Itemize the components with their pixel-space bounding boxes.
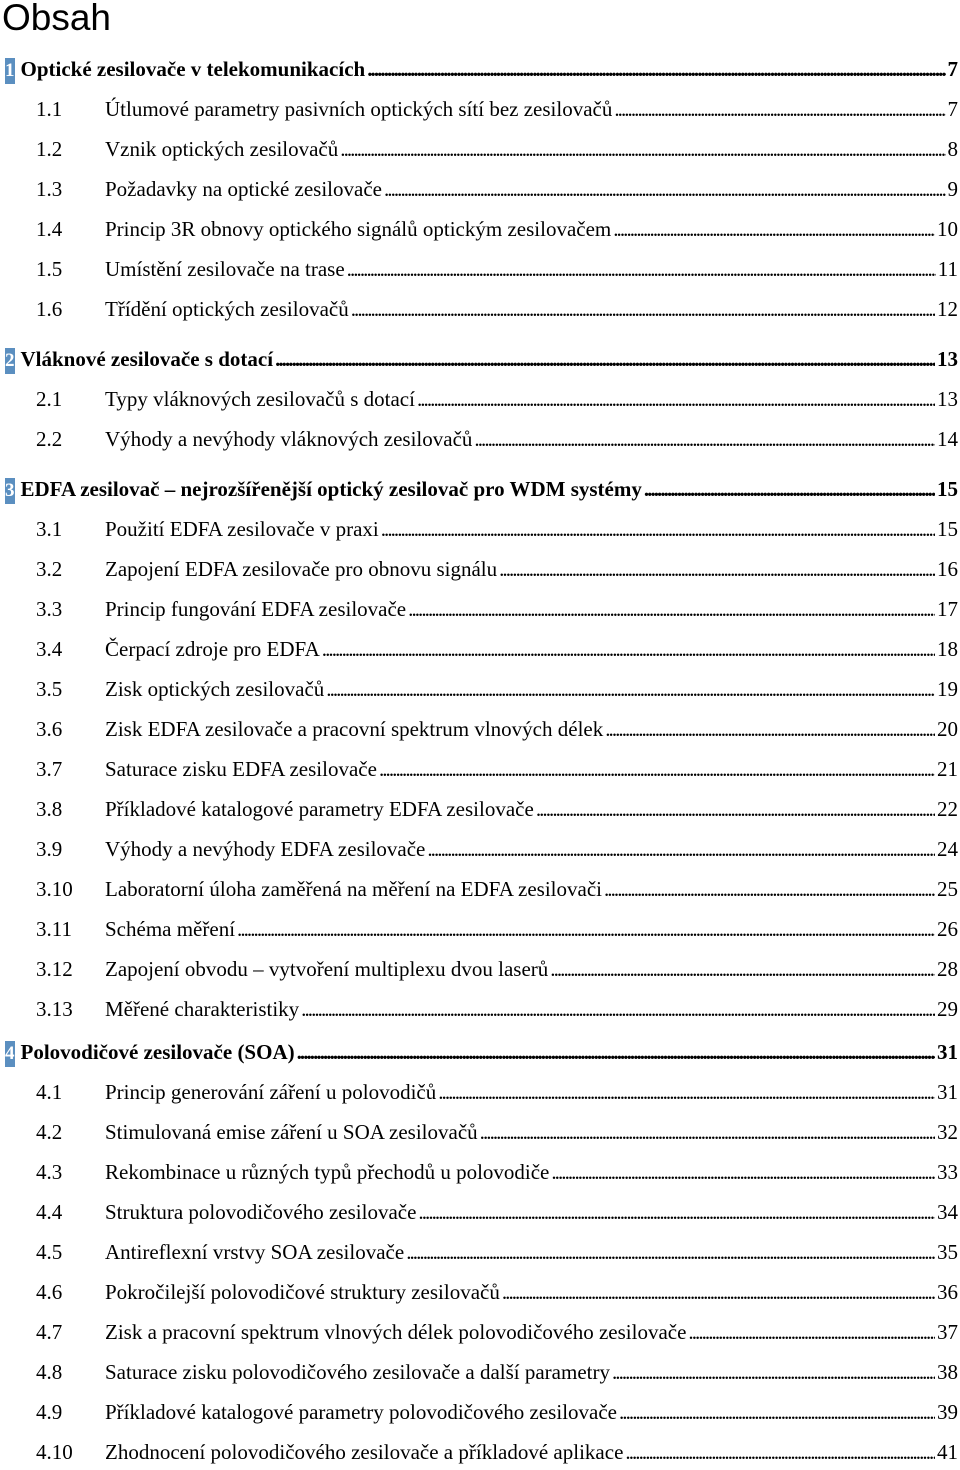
toc-section-entry[interactable] (0, 1200, 960, 1230)
dot-leader (644, 477, 935, 502)
toc-section-entry[interactable] (0, 217, 960, 247)
dot-leader (614, 97, 945, 122)
toc-section-entry[interactable] (0, 1120, 960, 1150)
entry-title: Stimulovaná emise záření u SOA zesilovačů (105, 1120, 478, 1145)
entry-title: Antireflexní vrstvy SOA zesilovače (105, 1240, 404, 1265)
page-number: 26 (937, 917, 960, 942)
toc-section-entry[interactable] (0, 637, 960, 667)
toc-section-entry[interactable] (0, 1080, 960, 1110)
entry-title: Optické zesilovače v telekomunikacích (21, 57, 366, 82)
section-number: 3.10 (0, 877, 105, 902)
page-number: 14 (937, 427, 960, 452)
toc-section-entry[interactable] (0, 597, 960, 627)
entry-title: Čerpací zdroje pro EDFA (105, 637, 320, 662)
section-number: 4.9 (0, 1400, 105, 1425)
entry-title: Zhodnocení polovodičového zesilovače a příkladové aplikace (105, 1440, 623, 1465)
page-number: 10 (937, 217, 960, 242)
toc-section-entry[interactable] (0, 97, 960, 127)
dot-leader (474, 427, 935, 452)
page-number: 34 (937, 1200, 960, 1225)
section-number: 3.12 (0, 957, 105, 982)
dot-leader (480, 1120, 935, 1145)
page-number: 33 (937, 1160, 960, 1185)
entry-title: Princip generování záření u polovodičů (105, 1080, 436, 1105)
dot-leader (499, 557, 935, 582)
dot-leader (351, 297, 935, 322)
entry-title: Zapojení EDFA zesilovače pro obnovu signálu (105, 557, 497, 582)
page-number: 36 (937, 1280, 960, 1305)
dot-leader (604, 877, 935, 902)
page-number: 18 (937, 637, 960, 662)
page-number: 12 (937, 297, 960, 322)
toc-section-entry[interactable] (0, 1400, 960, 1430)
page-number: 7 (948, 97, 960, 122)
dot-leader (625, 1440, 935, 1465)
page-number: 24 (937, 837, 960, 862)
page-number: 15 (937, 477, 960, 502)
dot-leader (275, 347, 935, 372)
page-number: 35 (937, 1240, 960, 1265)
section-number: 1.5 (0, 257, 105, 282)
toc-section-entry[interactable] (0, 257, 960, 287)
section-number: 3.11 (0, 917, 105, 942)
toc-section-entry[interactable] (0, 557, 960, 587)
toc-chapter-entry[interactable] (0, 477, 960, 507)
toc-section-entry[interactable] (0, 957, 960, 987)
chapter-number-badge: 4 (5, 1041, 15, 1067)
toc-section-entry[interactable] (0, 797, 960, 827)
dot-leader (384, 177, 946, 202)
entry-title: Zisk optických zesilovačů (105, 677, 324, 702)
section-number: 1.4 (0, 217, 105, 242)
dot-leader (551, 1160, 935, 1185)
section-number: 1.1 (0, 97, 105, 122)
entry-title: Schéma měření (105, 917, 235, 942)
entry-title: Požadavky na optické zesilovače (105, 177, 382, 202)
section-number: 2.2 (0, 427, 105, 452)
section-number: 4.6 (0, 1280, 105, 1305)
entry-title: Princip 3R obnovy optického signálů optickým zesilovačem (105, 217, 611, 242)
toc-section-entry[interactable] (0, 717, 960, 747)
toc-chapter-entry[interactable] (0, 57, 960, 87)
entry-title: Saturace zisku EDFA zesilovače (105, 757, 377, 782)
dot-leader (297, 1040, 935, 1065)
page-number: 38 (937, 1360, 960, 1385)
entry-title: Vznik optických zesilovačů (105, 137, 338, 162)
entry-title: Polovodičové zesilovače (SOA) (21, 1040, 295, 1065)
dot-leader (322, 637, 935, 662)
toc-section-entry[interactable] (0, 677, 960, 707)
dot-leader (340, 137, 945, 162)
section-number: 3.2 (0, 557, 105, 582)
page-number: 22 (937, 797, 960, 822)
dot-leader (381, 517, 935, 542)
toc-section-entry[interactable] (0, 877, 960, 907)
page-number: 16 (937, 557, 960, 582)
entry-title: Princip fungování EDFA zesilovače (105, 597, 406, 622)
dot-leader (367, 57, 945, 82)
entry-title: Vláknové zesilovače s dotací (21, 347, 274, 372)
dot-leader (612, 1360, 935, 1385)
toc-chapter-entry[interactable] (0, 1040, 960, 1070)
dot-leader (379, 757, 935, 782)
entry-title: Zisk EDFA zesilovače a pracovní spektrum vlnových délek (105, 717, 603, 742)
page-number: 13 (937, 387, 960, 412)
section-number: 4.1 (0, 1080, 105, 1105)
page-number: 20 (937, 717, 960, 742)
dot-leader (427, 837, 935, 862)
page-number: 25 (937, 877, 960, 902)
entry-title: Příkladové katalogové parametry polovodičového zesilovače (105, 1400, 617, 1425)
toc-section-entry[interactable] (0, 837, 960, 867)
toc-section-entry[interactable] (0, 517, 960, 547)
section-number: 4.5 (0, 1240, 105, 1265)
entry-title: Měřené charakteristiky (105, 997, 299, 1022)
toc-section-entry[interactable] (0, 137, 960, 167)
entry-title: Útlumové parametry pasivních optických sítí bez zesilovačů (105, 97, 612, 122)
entry-title: Laboratorní úloha zaměřená na měření na EDFA zesilovači (105, 877, 602, 902)
section-number: 3.7 (0, 757, 105, 782)
section-number: 3.6 (0, 717, 105, 742)
toc-section-entry[interactable] (0, 1360, 960, 1390)
section-number: 3.8 (0, 797, 105, 822)
entry-title: Zapojení obvodu – vytvoření multiplexu dvou laserů (105, 957, 548, 982)
dot-leader (301, 997, 935, 1022)
dot-leader (536, 797, 935, 822)
section-number: 3.4 (0, 637, 105, 662)
toc-section-entry[interactable] (0, 1160, 960, 1190)
toc-section-entry[interactable] (0, 177, 960, 207)
dot-leader (605, 717, 935, 742)
toc-section-entry[interactable] (0, 297, 960, 327)
entry-title: Výhody a nevýhody vláknových zesilovačů (105, 427, 472, 452)
toc-section-entry[interactable] (0, 917, 960, 947)
page-number: 29 (937, 997, 960, 1022)
chapter-number-badge: 2 (5, 348, 15, 374)
section-number: 1.6 (0, 297, 105, 322)
toc-section-entry[interactable] (0, 1280, 960, 1310)
toc-section-entry[interactable] (0, 997, 960, 1027)
chapter-number-badge: 1 (5, 58, 15, 84)
chapter-number-badge: 3 (5, 478, 15, 504)
dot-leader (619, 1400, 935, 1425)
dot-leader (613, 217, 935, 242)
section-number: 1.2 (0, 137, 105, 162)
dot-leader (237, 917, 935, 942)
page-number: 31 (937, 1080, 960, 1105)
entry-title: Zisk a pracovní spektrum vlnových délek polovodičového zesilovače (105, 1320, 686, 1345)
page-number: 21 (937, 757, 960, 782)
page-number: 31 (937, 1040, 960, 1065)
section-number: 3.1 (0, 517, 105, 542)
page-number: 17 (937, 597, 960, 622)
section-number: 3.3 (0, 597, 105, 622)
entry-title: Saturace zisku polovodičového zesilovače a další parametry (105, 1360, 610, 1385)
entry-title: Rekombinace u různých typů přechodů u polovodiče (105, 1160, 549, 1185)
toc-section-entry[interactable] (0, 427, 960, 457)
page-number: 8 (948, 137, 960, 162)
entry-title: Typy vláknových zesilovačů s dotací (105, 387, 415, 412)
page-number: 28 (937, 957, 960, 982)
dot-leader (417, 387, 935, 412)
section-number: 4.7 (0, 1320, 105, 1345)
entry-title: Pokročilejší polovodičové struktury zesilovačů (105, 1280, 500, 1305)
dot-leader (502, 1280, 935, 1305)
section-number: 4.8 (0, 1360, 105, 1385)
entry-title: Struktura polovodičového zesilovače (105, 1200, 416, 1225)
entry-title: Příkladové katalogové parametry EDFA zesilovače (105, 797, 534, 822)
toc-section-entry[interactable] (0, 757, 960, 787)
page-number: 7 (948, 57, 960, 82)
page-number: 41 (937, 1440, 960, 1465)
entry-title: EDFA zesilovač – nejrozšířenější optický zesilovač pro WDM systémy (21, 477, 642, 502)
section-number: 4.4 (0, 1200, 105, 1225)
page-number: 19 (937, 677, 960, 702)
toc-section-entry[interactable] (0, 387, 960, 417)
page-number: 32 (937, 1120, 960, 1145)
dot-leader (418, 1200, 935, 1225)
section-number: 3.13 (0, 997, 105, 1022)
section-number: 4.2 (0, 1120, 105, 1145)
dot-leader (438, 1080, 935, 1105)
dot-leader (550, 957, 935, 982)
toc-section-entry[interactable] (0, 1240, 960, 1270)
entry-title: Použití EDFA zesilovače v praxi (105, 517, 379, 542)
section-number: 3.5 (0, 677, 105, 702)
section-number: 4.10 (0, 1440, 105, 1465)
entry-title: Třídění optických zesilovačů (105, 297, 349, 322)
dot-leader (326, 677, 935, 702)
section-number: 3.9 (0, 837, 105, 862)
page-number: 37 (937, 1320, 960, 1345)
dot-leader (688, 1320, 935, 1345)
page-number: 39 (937, 1400, 960, 1425)
entry-title: Umístění zesilovače na trase (105, 257, 345, 282)
section-number: 2.1 (0, 387, 105, 412)
page-number: 13 (937, 347, 960, 372)
page-number: 9 (948, 177, 960, 202)
section-number: 4.3 (0, 1160, 105, 1185)
entry-title: Výhody a nevýhody EDFA zesilovače (105, 837, 425, 862)
page-number: 11 (938, 257, 960, 282)
dot-leader (406, 1240, 935, 1265)
toc-chapter-entry[interactable] (0, 347, 960, 377)
dot-leader (408, 597, 935, 622)
page-number: 15 (937, 517, 960, 542)
section-number: 1.3 (0, 177, 105, 202)
page-title: Obsah (2, 0, 111, 40)
toc-section-entry[interactable] (0, 1320, 960, 1350)
dot-leader (347, 257, 936, 282)
